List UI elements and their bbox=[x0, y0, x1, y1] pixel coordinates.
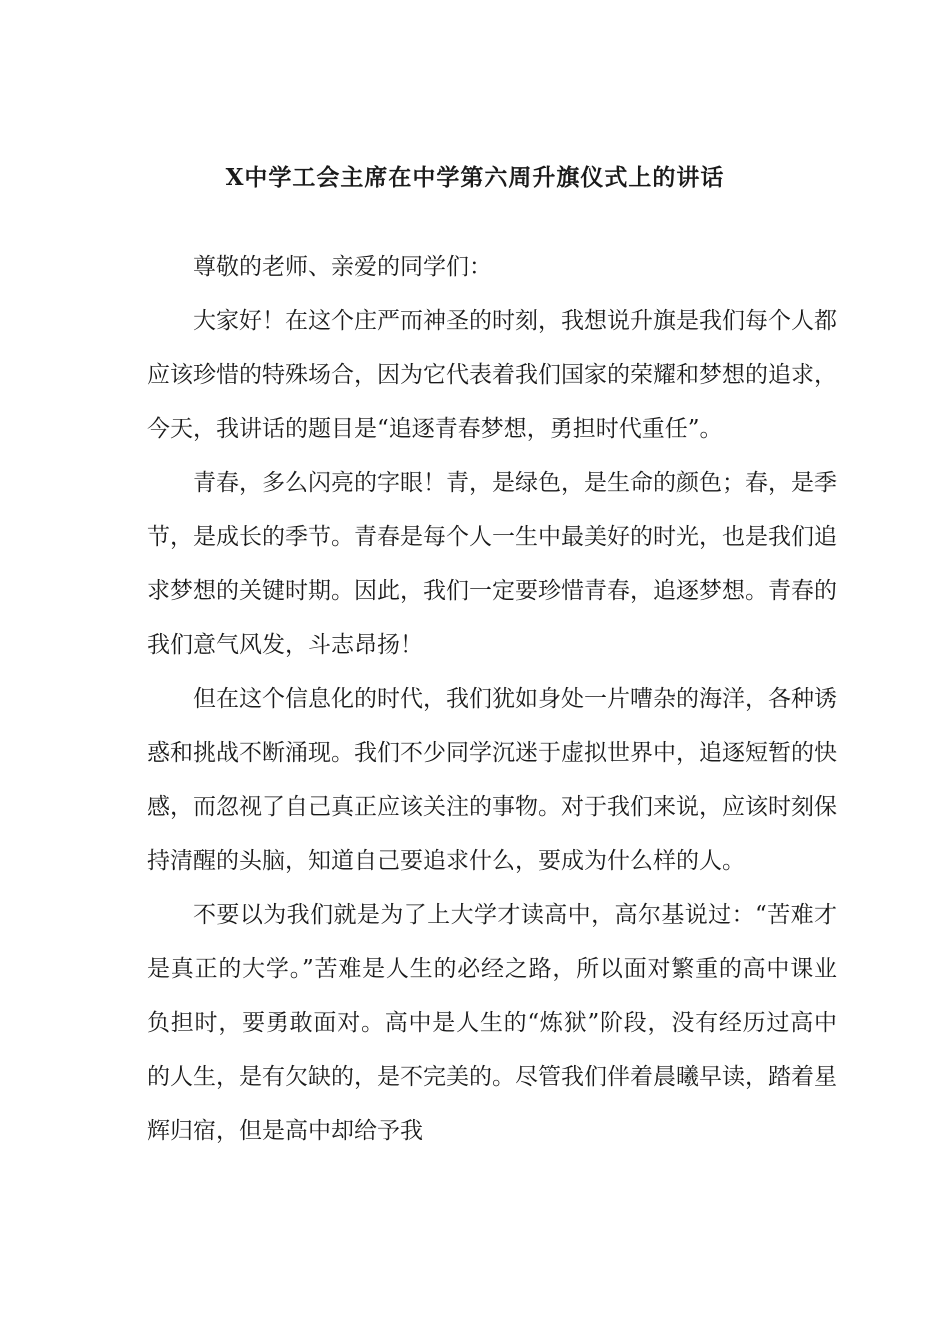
body-paragraph: 青春，多么闪亮的字眼！青，是绿色，是生命的颜色；春，是季节，是成长的季节。青春是每个人一生中最美好的时光，也是我们追求梦想的关键时期。因此，我们一定要珍惜青春，追逐梦想。青春的我们意气风发，斗志昂扬！ bbox=[147, 470, 837, 658]
document-body bbox=[147, 240, 837, 1158]
document-title: X中学工会主席在中学第六周升旗仪式上的讲话 bbox=[225, 164, 725, 191]
body-paragraph: 不要以为我们就是为了上大学才读高中，高尔基说过：“苦难才是真正的大学。”苦难是人生的必经之路，所以面对繁重的高中课业负担时，要勇敢面对。高中是人生的“炼狱”阶段，没有经历过高中的人生，是有欠缺的，是不完美的。尽管我们伴着晨曦早读，踏着星辉归宿，但是高中却给予我 bbox=[147, 902, 837, 1144]
body-paragraph: 大家好！在这个庄严而神圣的时刻，我想说升旗是我们每个人都应该珍惜的特殊场合，因为它代表着我们国家的荣耀和梦想的追求，今天，我讲话的题目是“追逐青春梦想，勇担时代重任”。 bbox=[147, 308, 837, 442]
salutation-paragraph: 尊敬的老师、亲爱的同学们： bbox=[193, 254, 492, 280]
body-paragraph: 但在这个信息化的时代，我们犹如身处一片嘈杂的海洋，各种诱惑和挑战不断涌现。我们不少同学沉迷于虚拟世界中，追逐短暂的快感，而忽视了自己真正应该关注的事物。对于我们来说，应该时刻保持清醒的头脑，知道自己要追求什么，要成为什么样的人。 bbox=[147, 686, 837, 874]
